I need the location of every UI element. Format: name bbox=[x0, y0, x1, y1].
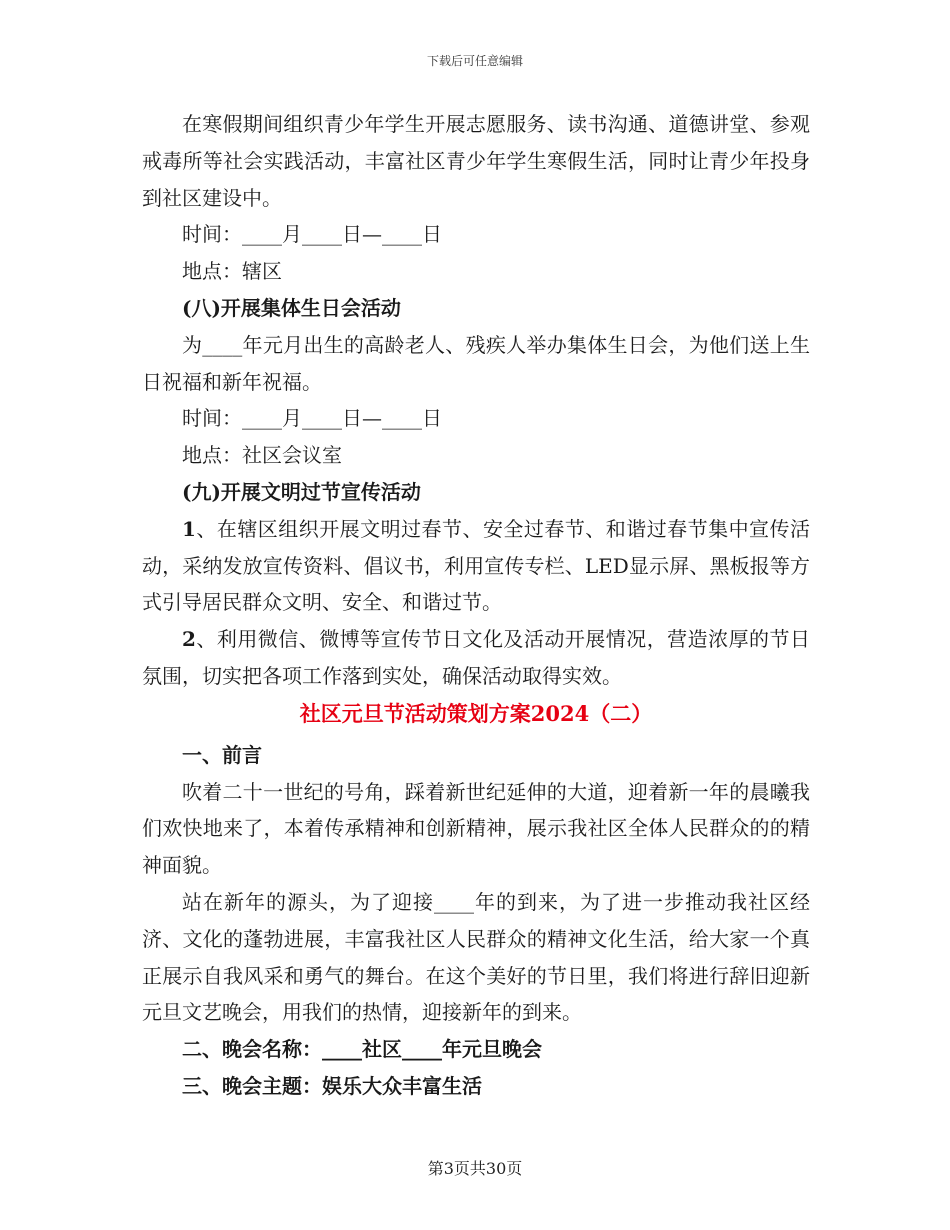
paragraph: 在寒假期间组织青少年学生开展志愿服务、读书沟通、道德讲堂、参观戒毒所等社会实践活动，丰富社区青少年学生寒假生活，同时让青少年投身到社区建设中。 bbox=[142, 112, 810, 210]
document-title: 社区元旦节活动策划方案2024（二） bbox=[299, 700, 653, 726]
time-line: 时间：____月____日—____日 bbox=[182, 406, 442, 431]
paragraph: 站在新年的源头，为了迎接____年的到来，为了进一步推动我社区经济、文化的蓬勃进展，丰富我社区人民群众的精神文化生活，给大家一个真正展示自我风采和勇气的舞台。在这个美好的节日里，我们将进行辞旧迎新元旦文艺晚会，用我们的热情，迎接新年的到来。 bbox=[142, 889, 810, 1025]
time-line: 时间：____月____日—____日 bbox=[182, 222, 442, 247]
item-number: 1 bbox=[182, 516, 196, 541]
page-header: 下载后可任意编辑 bbox=[426, 54, 523, 68]
paragraph: 吹着二十一世纪的号角，踩着新世纪延伸的大道，迎着新一年的晨曦我们欢快地来了，本着传承精神和创新精神，展示我社区全体人民群众的的精神面貌。 bbox=[142, 779, 810, 878]
paragraph: 为____年元月出生的高龄老人、残疾人举办集体生日会，为他们送上生日祝福和新年祝福。 bbox=[142, 332, 810, 394]
section-heading: 二、晚会名称：____社区____年元旦晚会 bbox=[182, 1037, 542, 1062]
section-heading-9: (九)开展文明过节宣传活动 bbox=[182, 479, 421, 504]
numbered-paragraph bbox=[142, 621, 810, 695]
section-heading: 三、晚会主题：娱乐大众丰富生活 bbox=[182, 1073, 482, 1098]
location-line: 地点：辖区 bbox=[182, 259, 282, 284]
document-body bbox=[142, 106, 810, 1105]
numbered-paragraph bbox=[142, 511, 810, 621]
item-number: 2 bbox=[182, 627, 196, 652]
page-footer: 第3页共30页 bbox=[427, 1159, 523, 1178]
section-heading: 一、前言 bbox=[182, 742, 262, 767]
item-text: 、在辖区组织开展文明过春节、安全过春节、和谐过春节集中宣传活动，采纳发放宣传资料、倡议书，利用宣传专栏、LED显示屏、黑板报等方式引导居民群众文明、安全、和谐过节。 bbox=[142, 516, 810, 615]
location-line: 地点：社区会议室 bbox=[182, 443, 342, 468]
item-text: 、利用微信、微博等宣传节日文化及活动开展情况，营造浓厚的节日氛围，切实把各项工作落到实处，确保活动取得实效。 bbox=[142, 627, 810, 688]
section-heading-8: (八)开展集体生日会活动 bbox=[182, 295, 401, 320]
